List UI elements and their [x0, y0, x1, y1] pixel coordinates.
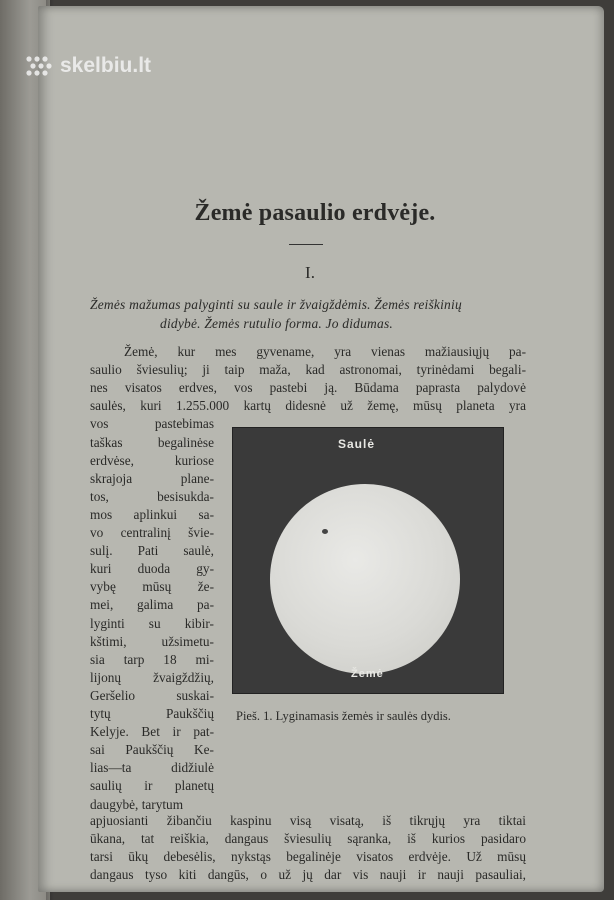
watermark — [24, 54, 151, 78]
body-line: sia tarp 18 mi- — [90, 651, 214, 667]
body-line: kuri duoda gy- — [90, 561, 214, 577]
body-line: tos, besisukda- — [90, 488, 214, 504]
body-line: skrajoja plane- — [90, 470, 214, 486]
body-line: daugybė, tarytum — [90, 796, 184, 812]
dots-logo-icon — [24, 55, 54, 77]
body-line: vo centralinį švie- — [90, 525, 214, 540]
figure-label-earth: Žemė — [351, 668, 384, 680]
body-line: ūkana, tat reiškia, dangaus šviesulių sąranka, iš kurios pasidaro — [90, 830, 526, 846]
body-line: Kelyje. Bet ir pat- — [90, 724, 214, 740]
body-line: Geršelio suskai- — [90, 687, 214, 703]
body-line: mei, galima pa- — [90, 597, 214, 613]
body-line: taškas begalinėse — [90, 434, 214, 450]
title-divider — [289, 244, 323, 245]
earth-dot — [322, 529, 328, 534]
body-line: nes visatos erdves, vos pastebi ją. Būdama paprasta palydovė — [90, 380, 526, 396]
body-line: saulio šviesulių; ji taip maža, kad astronomai, tyrinėdami begali- — [90, 362, 526, 378]
figure-label-sun: Saulė — [338, 437, 376, 451]
watermark-text: skelbiu.lt — [60, 54, 152, 77]
body-line: dangaus tyso kiti dangūs, o už jų dar vis nauji ir nauji pasauliai, — [90, 866, 526, 882]
section-number: I. — [305, 263, 315, 282]
body-line: sulį. Pati saulė, — [90, 543, 214, 559]
body-line: vybę mūsų že- — [90, 579, 214, 595]
body-line: apjuosianti žibančiu kaspinu visą visatą, iš tikrųjų yra tiktai — [90, 812, 526, 828]
figure-caption: Pieš. 1. Lyginamasis žemės ir saulės dydis. — [236, 709, 451, 723]
sun-disc — [270, 484, 460, 674]
subtitle-line: didybė. Žemės rutulio forma. Jo didumas. — [160, 316, 393, 331]
body-line: saulės, kuri 1.255.000 kartų didesnė už žemę, mūsų planeta yra — [90, 398, 526, 414]
body-line: kštimi, užsimetu- — [90, 633, 214, 649]
body-line: vos pastebimas — [90, 416, 214, 432]
body-line: tarsi ūkų debesėlis, nykstąs begalinėje visatos erdvėje. Už mūsų — [90, 848, 526, 864]
body-line: tytų Paukščių — [90, 706, 214, 721]
subtitle-line: Žemės mažumas palyginti su saule ir žvaigždėmis. Žemės reiškinių — [90, 297, 462, 312]
body-line: Žemė, kur mes gyvename, yra vienas mažiausiųjų pa- — [124, 344, 526, 359]
body-line: lias—ta didžiulė — [90, 760, 214, 776]
page-title: Žemė pasaulio erdvėje. — [194, 200, 436, 226]
body-line: lyginti su kibir- — [90, 615, 214, 631]
body-line: erdvėse, kuriose — [90, 452, 214, 468]
body-line: saulių ir planetų — [90, 778, 214, 794]
figure-sun-earth — [232, 427, 504, 694]
body-line: lijonų žvaigždžių, — [90, 669, 214, 685]
body-line: sai Paukščių Ke- — [90, 742, 214, 758]
body-line: mos aplinkui sa- — [90, 506, 214, 522]
